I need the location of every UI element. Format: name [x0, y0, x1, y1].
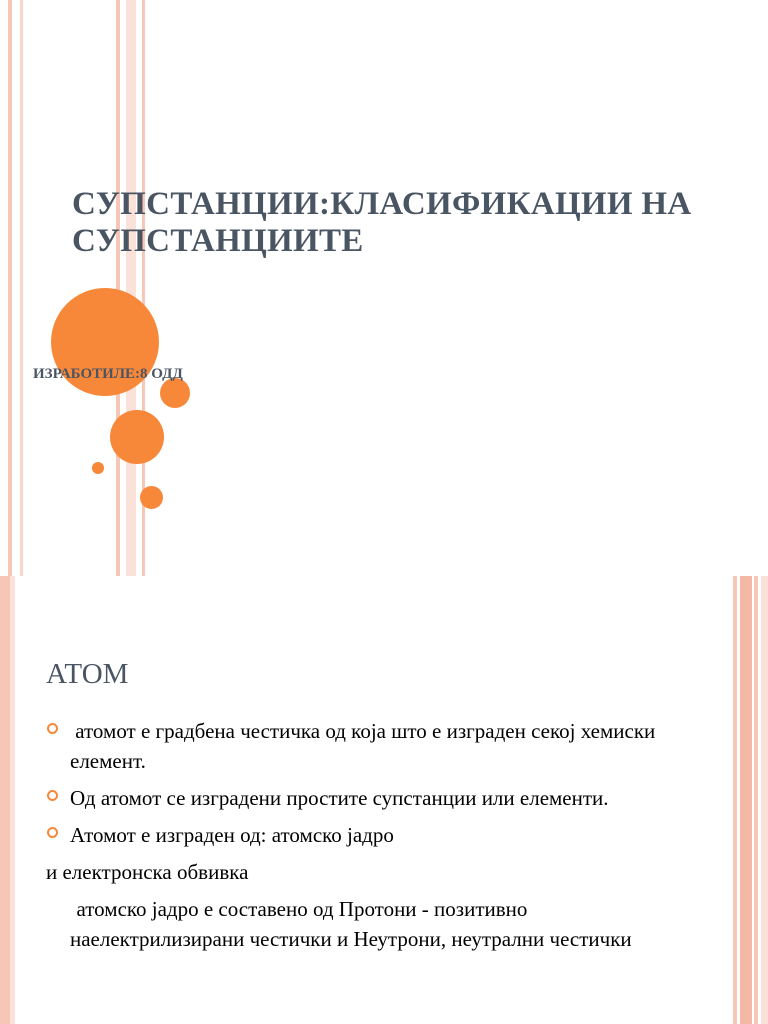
decor-stripe [126, 0, 136, 576]
decor-stripe [733, 576, 737, 1024]
bullet-ring-icon [47, 827, 58, 838]
slide-subtitle: ИЗРАБОТИЛЕ:8 ОДД [33, 366, 183, 382]
decor-stripe [0, 576, 10, 1024]
slide-title: СУПСТАНЦИИ:КЛАСИФИКАЦИИ НА СУПСТАНЦИИТЕ [72, 186, 692, 259]
bullet-list [46, 716, 686, 961]
bullet-item: Атомот е изграден од: атомско јадро [46, 820, 686, 850]
text-paragraph: атомско јадро е составено од Протони - позитивно наелектрилизирани честички и Неутрони, неутрални честички [66, 897, 632, 951]
decor-stripe [20, 0, 23, 576]
decor-stripe [740, 576, 752, 1024]
content-slide [0, 576, 768, 1024]
text-line: и електронска обвивка [46, 860, 249, 884]
decor-stripe [8, 0, 12, 576]
decor-stripe [761, 576, 768, 1024]
bullet-ring-icon [47, 723, 58, 734]
decor-circle-dot [92, 462, 104, 474]
decor-circle-medium [110, 410, 164, 464]
decor-stripe [116, 0, 120, 576]
decor-stripe [10, 576, 15, 1024]
bullet-ring-icon [47, 790, 58, 801]
decor-stripe [754, 576, 758, 1024]
slide-title: АТОМ [46, 658, 129, 690]
decor-circle-small [140, 486, 163, 509]
bullet-item: Од атомот се изградени простите супстанции или елементи. [46, 783, 686, 813]
bullet-item: атомот е градбена честичка од која што е изграден секој хемиски елемент. [46, 716, 686, 776]
